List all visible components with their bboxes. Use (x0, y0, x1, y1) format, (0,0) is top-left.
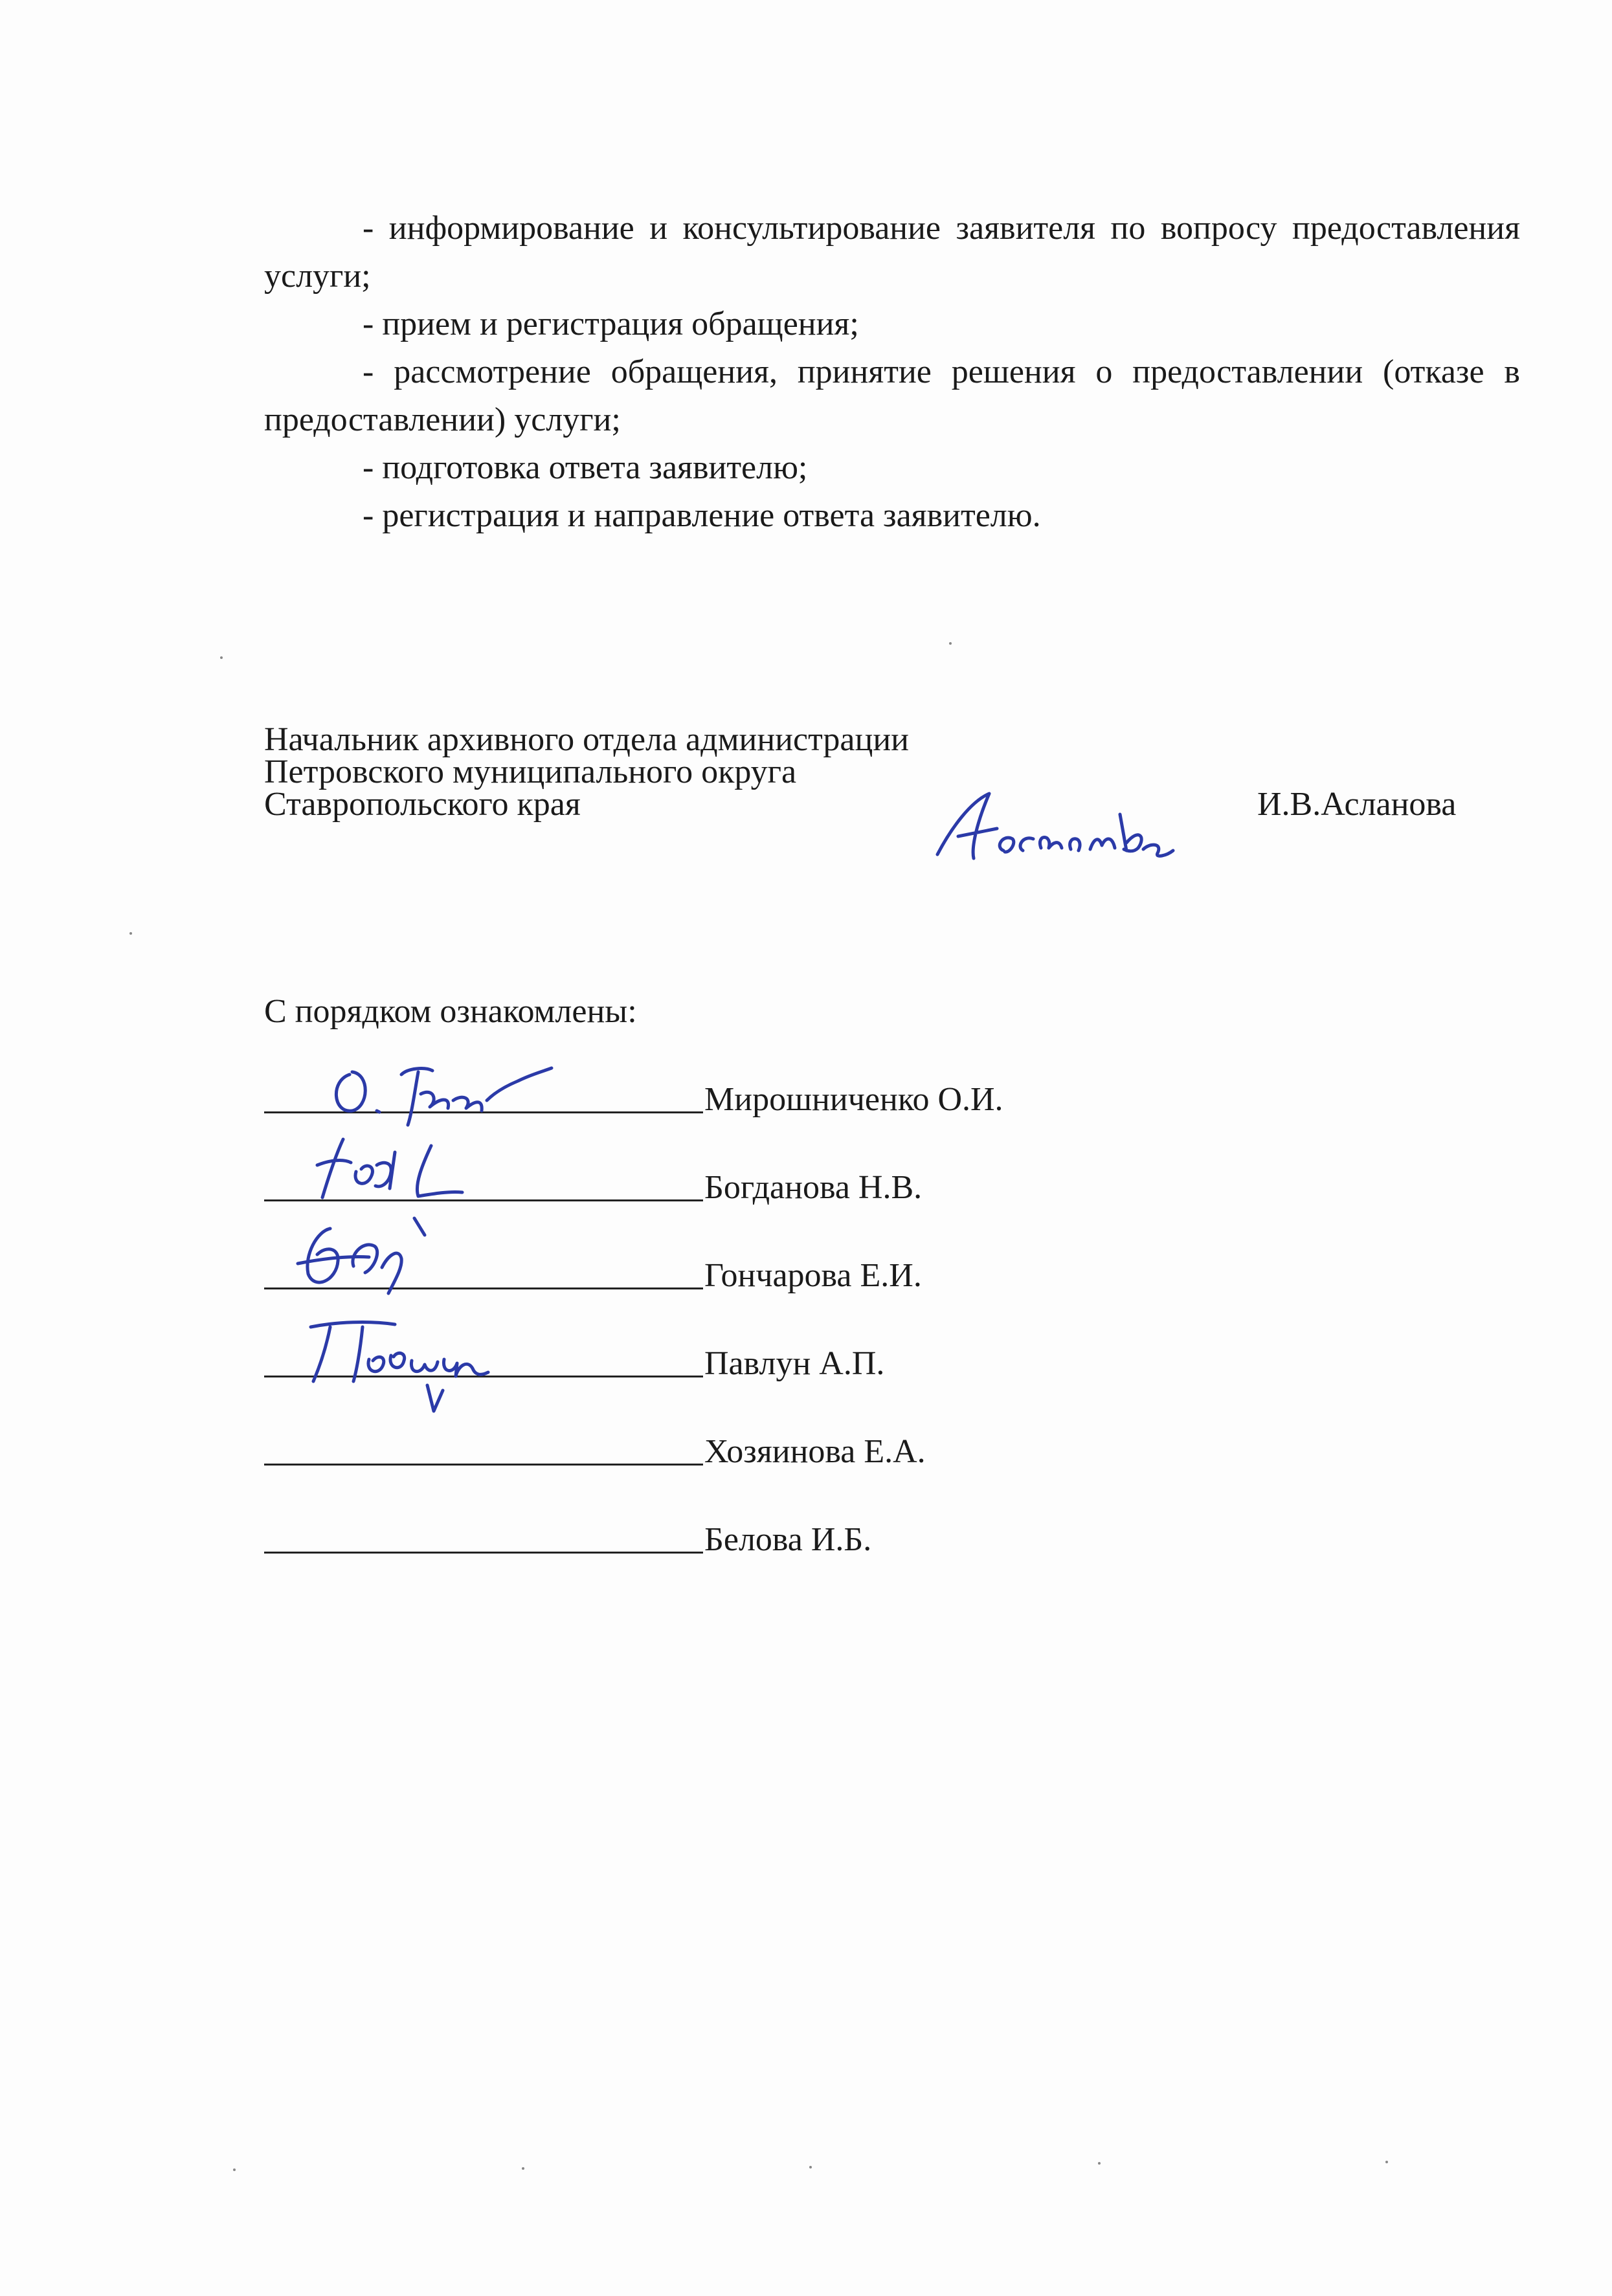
signature-line (264, 1464, 703, 1466)
signatory-block (264, 721, 1494, 823)
list-item: - подготовка ответа заявителю; (363, 449, 808, 486)
acknowledgement-name: Гончарова Е.И. (704, 1257, 922, 1294)
acknowledgement-name: Мирошниченко О.И. (704, 1081, 1003, 1118)
signature-line (264, 1552, 703, 1554)
signatory-title-line-3: Ставропольского края (264, 786, 581, 823)
list-item: - прием и регистрация обращения; (363, 306, 859, 342)
scan-dot (129, 932, 132, 935)
acknowledgement-row (264, 1520, 1106, 1559)
signatory-title-line-1: Начальник архивного отдела администрации (264, 721, 909, 758)
signature-mark (298, 1314, 511, 1418)
acknowledgement-name: Белова И.Б. (704, 1521, 872, 1558)
scan-dot (233, 2168, 236, 2171)
signature-mark (291, 1209, 460, 1306)
acknowledgement-title: С порядком ознакомлены: (264, 993, 637, 1030)
scan-dot (809, 2166, 812, 2168)
list-item: - рассмотрение обращения, принятие решения о предоставлении (отказе в предоставлении) услуги; (264, 353, 1520, 438)
scan-dot (522, 2167, 524, 2170)
signatory-signature (932, 788, 1178, 873)
acknowledgement-name: Богданова Н.В. (704, 1169, 923, 1206)
acknowledgement-row (264, 1432, 1106, 1471)
scan-dot (1385, 2161, 1388, 2163)
scan-dot (949, 642, 952, 645)
acknowledgement-name: Павлун А.П. (704, 1345, 885, 1382)
acknowledgement-name: Хозяинова Е.А. (704, 1433, 926, 1470)
scan-dot (220, 656, 223, 659)
signatory-name: И.В.Асланова (1257, 786, 1457, 823)
list-item: - регистрация и направление ответа заявителю. (363, 497, 1041, 534)
procedure-list (264, 205, 1520, 540)
scan-dot (1098, 2162, 1101, 2165)
signatory-title-line-2: Петровского муниципального округа (264, 753, 797, 790)
list-item: - информирование и консультирование заявителя по вопросу предоставления услуги; (264, 210, 1520, 295)
signature-mark (324, 1049, 557, 1139)
